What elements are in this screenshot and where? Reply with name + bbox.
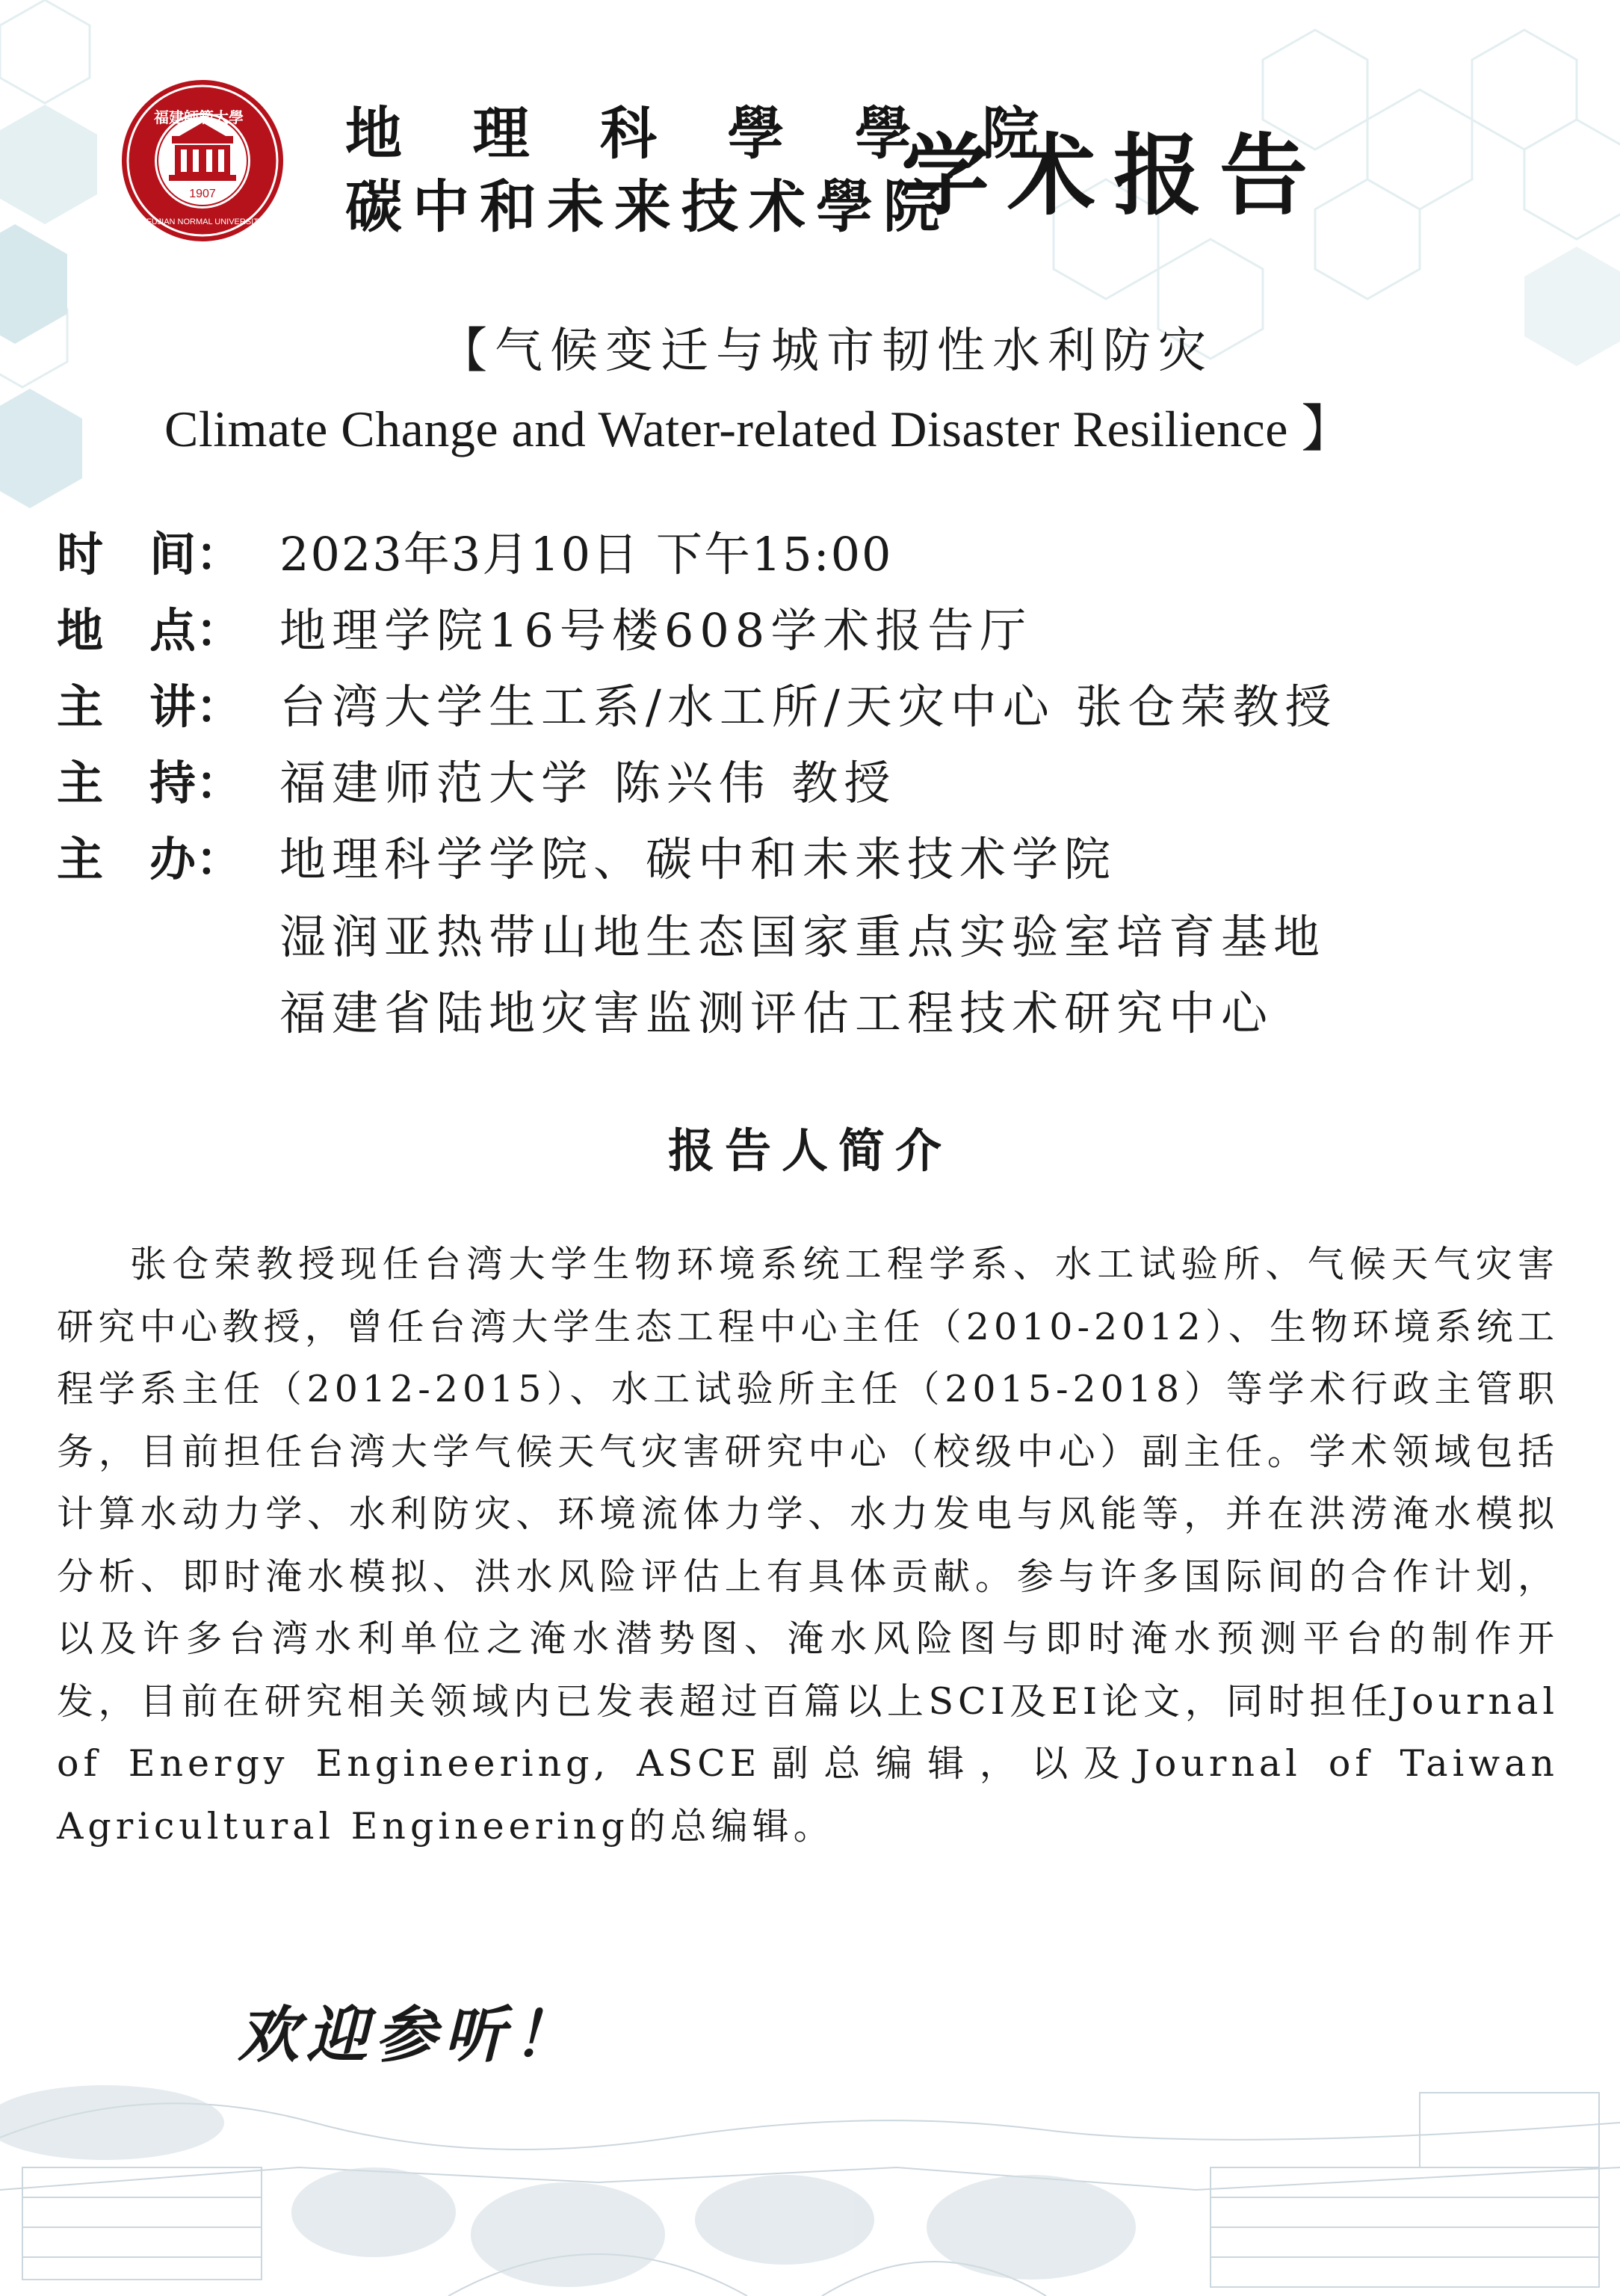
info-label: 时 间： [57,527,243,581]
info-value: 地理学院16号楼608学术报告厅 [279,603,1033,658]
school-name-line1: 地 理 科 學 學 院 [345,100,1065,167]
document-type-title: 学术报告 [901,123,1326,227]
seal-year-text: 1907 [189,188,216,200]
info-label: 主 持： [57,756,243,810]
welcome-message: 欢迎参听！ [238,1999,581,2071]
info-value: 2023年3月10日 下午15:00 [279,527,893,581]
seal-ring-text: 福建師範大學 [154,108,244,126]
bio-heading: 报告人简介 [667,1123,952,1178]
organizer-extra-1: 湿润亚热带山地生态国家重点实验室培育基地 [279,910,1326,964]
info-value: 地理科学学院、碳中和未来技术学院 [279,832,1117,886]
organizer-extra-2: 福建省陆地灾害监测评估工程技术研究中心 [279,986,1274,1040]
school-name-line2: 碳中和未来技术學院 [345,173,950,240]
info-label: 主 讲： [57,679,243,734]
info-label: 地 点： [57,603,243,658]
university-seal-icon [120,78,285,244]
info-value: 福建师范大学 陈兴伟 教授 [279,756,897,810]
bio-paragraph: 张仓荣教授现任台湾大学生物环境系统工程学系、水工试验所、气候天气灾害研究中心教授，曾任台湾大学生态工程中心主任（2010-2012）、生物环境系统工程学系主任（2012-2015）、水工试验所主任（2015-2018）等学术行政主管职务，目前担任台湾大学气候天气灾害研究中心（校级中心）副主任。学术领域包括计算水动力学、水利防灾、环境流体力学、水力发电与风能等，并在洪涝淹水模拟分析、即时淹水模拟、洪水风险评估上有具体贡献。参与许多国际间的合作计划，以及许多台湾水利单位之淹水潜势图、淹水风险图与即时淹水预测平台的制作开发，目前在研究相关领域内已发表超过百篇以上SCI及EI论文，同时担任Journal of Energy Engineering, ASCE副总编辑，以及Journal of Taiwan Agricultural Engineering的总编辑。 [57,1243,1559,1848]
topic-title-chinese: 【气候变迁与城市韧性水利防灾 [439,324,1214,379]
seal-ring-text-en: FUJIAN NORMAL UNIVERSITY [146,217,265,226]
info-value: 台湾大学生工系/水工所/天灾中心 张仓荣教授 [279,679,1338,734]
topic-title-english: Climate Change and Water-related Disaster Resilience 】 [164,401,1352,457]
info-label: 主 办： [57,832,243,886]
